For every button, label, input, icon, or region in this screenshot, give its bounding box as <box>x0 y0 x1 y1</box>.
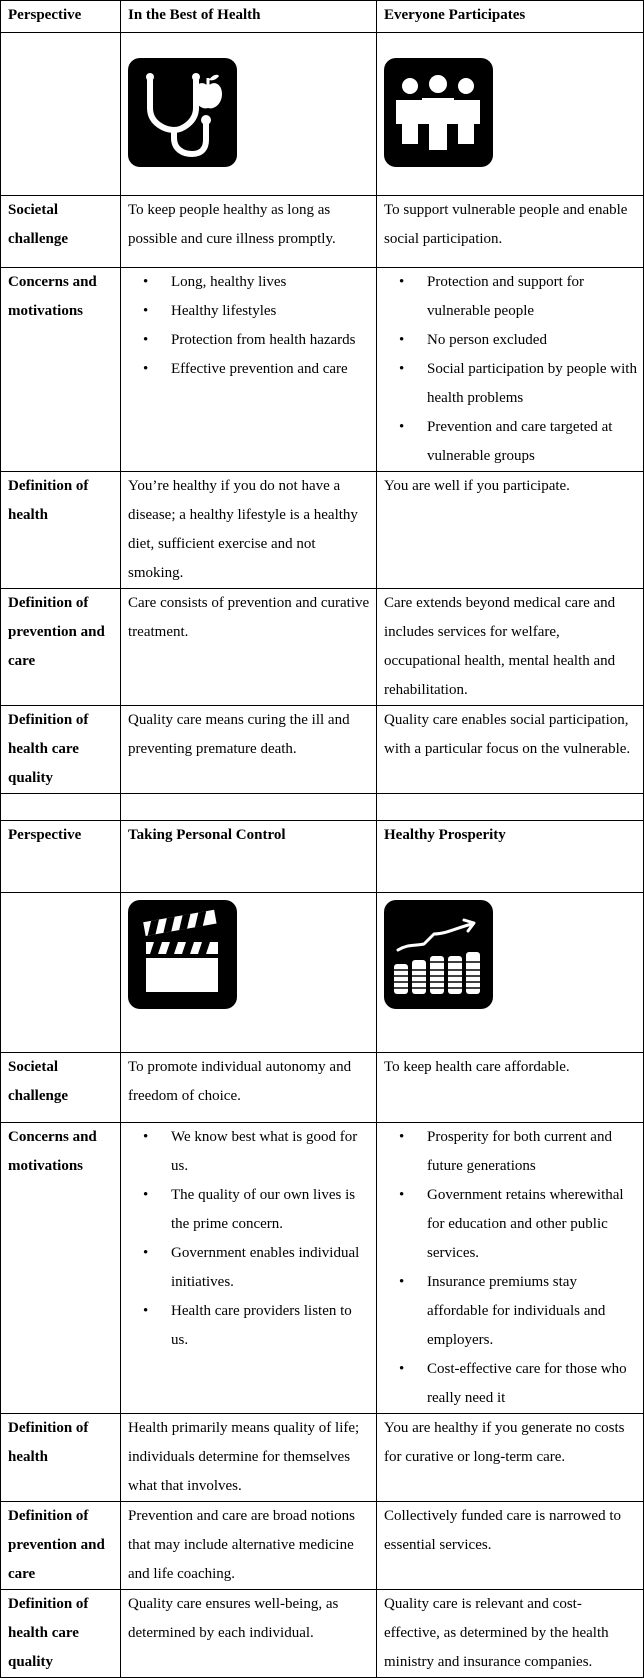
row-label: Definition of prevention and care <box>1 1502 121 1590</box>
icon-cell <box>121 33 377 196</box>
empty-cell <box>1 893 121 1053</box>
spacer-row <box>1 794 644 821</box>
table-cell: Care extends beyond medical care and includes services for welfare, occupational health, mental health and rehabilitation. <box>377 589 644 706</box>
list-item: • The quality of our own lives is the prime concern. <box>171 1181 370 1239</box>
header-label: Perspective <box>1 821 121 893</box>
perspective-title: Everyone Participates <box>377 1 644 33</box>
list-item: • Long, healthy lives <box>171 268 370 297</box>
list-item: • No person excluded <box>427 326 637 355</box>
table-cell <box>377 1123 644 1414</box>
table-cell: Care consists of prevention and curative treatment. <box>121 589 377 706</box>
list-item: • Insurance premiums stay affordable for individuals and employers. <box>427 1268 637 1355</box>
table-cell <box>121 1123 377 1414</box>
bullet-list <box>384 1123 637 1413</box>
table-cell: To keep health care affordable. <box>377 1053 644 1123</box>
coins-growth-icon <box>384 900 493 1009</box>
table-cell: Collectively funded care is narrowed to essential services. <box>377 1502 644 1590</box>
icon-cell <box>377 893 644 1053</box>
empty-cell <box>1 794 121 821</box>
row-label: Definition of health care quality <box>1 706 121 794</box>
list-item: • Social participation by people with health problems <box>427 355 637 413</box>
icon-row <box>1 33 644 196</box>
table-row <box>1 589 644 706</box>
table-cell: You are well if you participate. <box>377 472 644 589</box>
list-item: • Protection from health hazards <box>171 326 370 355</box>
table-cell: Quality care enables social participation, with a particular focus on the vulnerable. <box>377 706 644 794</box>
bullet-list <box>128 1123 370 1355</box>
bullet-list <box>384 268 637 471</box>
table-row <box>1 268 644 472</box>
list-item: • Effective prevention and care <box>171 355 370 384</box>
row-label: Definition of prevention and care <box>1 589 121 706</box>
header-label: Perspective <box>1 1 121 33</box>
bullet-list <box>128 268 370 384</box>
row-label: Definition of health <box>1 472 121 589</box>
perspective-title: In the Best of Health <box>121 1 377 33</box>
row-label: Societal challenge <box>1 196 121 268</box>
table-cell <box>121 268 377 472</box>
table-cell: Quality care means curing the ill and preventing premature death. <box>121 706 377 794</box>
stethoscope-apple-icon <box>128 58 237 167</box>
row-label: Concerns and motivations <box>1 1123 121 1414</box>
table-cell: You are healthy if you generate no costs for curative or long-term care. <box>377 1414 644 1502</box>
table-cell: Health primarily means quality of life; individuals determine for themselves what that involves. <box>121 1414 377 1502</box>
table-cell: Quality care ensures well-being, as determined by each individual. <box>121 1590 377 1678</box>
table-cell <box>377 268 644 472</box>
header-row <box>1 821 644 893</box>
row-label: Definition of health <box>1 1414 121 1502</box>
table-row <box>1 706 644 794</box>
table-cell: You’re healthy if you do not have a disease; a healthy lifestyle is a healthy diet, sufficient exercise and not smoking. <box>121 472 377 589</box>
empty-cell <box>377 794 644 821</box>
list-item: • Healthy lifestyles <box>171 297 370 326</box>
row-label: Definition of health care quality <box>1 1590 121 1678</box>
perspective-title: Taking Personal Control <box>121 821 377 893</box>
table-cell: To promote individual autonomy and freedom of choice. <box>121 1053 377 1123</box>
icon-cell <box>121 893 377 1053</box>
table-cell: To keep people healthy as long as possible and cure illness promptly. <box>121 196 377 268</box>
table-row <box>1 196 644 268</box>
list-item: • Cost-effective care for those who really need it <box>427 1355 637 1413</box>
icon-cell <box>377 33 644 196</box>
table-row <box>1 1053 644 1123</box>
list-item: • Prevention and care targeted at vulnerable groups <box>427 413 637 471</box>
perspective-title: Healthy Prosperity <box>377 821 644 893</box>
table-row <box>1 1590 644 1678</box>
list-item: • We know best what is good for us. <box>171 1123 370 1181</box>
header-row <box>1 1 644 33</box>
clapperboard-icon <box>128 900 237 1009</box>
row-label: Societal challenge <box>1 1053 121 1123</box>
table-cell: To support vulnerable people and enable social participation. <box>377 196 644 268</box>
icon-row <box>1 893 644 1053</box>
table-row <box>1 1123 644 1414</box>
list-item: • Health care providers listen to us. <box>171 1297 370 1355</box>
table-row <box>1 472 644 589</box>
people-group-icon <box>384 58 493 167</box>
row-label: Concerns and motivations <box>1 268 121 472</box>
list-item: • Government retains wherewithal for education and other public services. <box>427 1181 637 1268</box>
table-row <box>1 1502 644 1590</box>
empty-cell <box>121 794 377 821</box>
table-row <box>1 1414 644 1502</box>
list-item: • Protection and support for vulnerable people <box>427 268 637 326</box>
empty-cell <box>1 33 121 196</box>
list-item: • Government enables individual initiatives. <box>171 1239 370 1297</box>
table-cell: Prevention and care are broad notions that may include alternative medicine and life coaching. <box>121 1502 377 1590</box>
list-item: • Prosperity for both current and future generations <box>427 1123 637 1181</box>
table-cell: Quality care is relevant and cost-effective, as determined by the health ministry and insurance companies. <box>377 1590 644 1678</box>
